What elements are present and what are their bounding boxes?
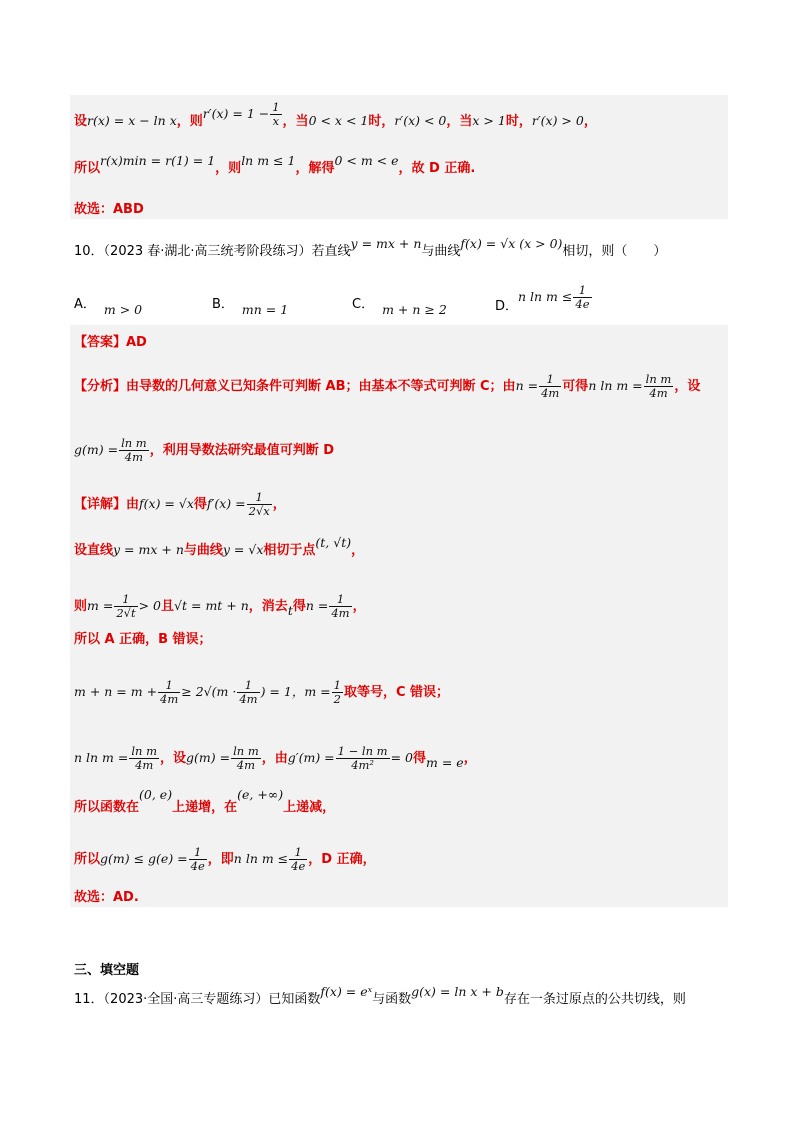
q10-stem: 10．（2023 春·湖北·高三统考阶段练习）若直线y = mx + n与曲线f(x) = √x (x > 0)相切，则（ ）	[74, 236, 667, 259]
option-b: B． mn = 1	[212, 297, 289, 317]
detail-line-4: 所以 A 正确，B 错误；	[74, 632, 212, 647]
q9-choice-line: 故选：ABD	[74, 202, 144, 217]
detail-line-7: 所以函数在(0, e)上递增，在(e, +∞)上递减，	[74, 787, 336, 815]
detail-line-1: 【详解】由f(x) = √x得f′(x) = $\frac{1}{2√x}$ ，	[74, 490, 286, 518]
detail-line-5: m + n = m + $\frac{1}{4m}$ ≥ 2√(m · $\frac{1}{4m}$ ) = 1，m = $\frac{1}{2}$ 取等号，C 错误；	[74, 678, 450, 706]
option-d: D．n ln m ≤ $\frac{1}{4e}$	[495, 283, 590, 314]
detail-line-9: 故选：AD.	[74, 890, 139, 905]
q9-line-2: 所以r(x)min = r(1) = 1，则ln m ≤ 1，解得0 < m < e，故 D 正确.	[74, 153, 476, 176]
detail-line-8: 所以g(m) ≤ g(e) = $\frac{1}{4e}$ ，即n ln m ≤ $\frac{1}{4e}$ ，D 正确，	[74, 845, 376, 873]
q11-stem: 11．（2023·全国·高三专题练习）已知函数f(x) = eˣ与函数g(x) = ln x + b存在一条过原点的公共切线，则	[74, 984, 686, 1007]
option-c: C． m + n ≥ 2	[352, 297, 447, 317]
section-heading: 三、填空题	[74, 963, 140, 978]
analysis-line-1: 【分析】由导数的几何意义已知条件可判断 AB；由基本不等式可判断 C；由n = $\frac{1}{4m}$ 可得n ln m = $\frac{\text{ln m}}{4m}$ ，设	[74, 372, 701, 400]
analysis-line-2: g(m) = $\frac{\text{ln m}}{4m}$ ，利用导数法研究最值可判断 D	[74, 436, 335, 464]
detail-line-2: 设直线y = mx + n与曲线y = √x相切于点(t, √t)，	[74, 535, 365, 558]
detail-line-3: 则m = $\frac{1}{2√t}$ > 0且√t = mt + n，消去t得n = $\frac{1}{4m}$ ，	[74, 592, 366, 620]
q9-line-1: 设r(x) = x − ln x，则r′(x) = 1 − $\frac{1}{x}$ ，当0 < x < 1时，r′(x) < 0，当x > 1时，r′(x) > 0，	[74, 100, 597, 129]
option-a: A． m > 0	[74, 297, 143, 317]
answer-line: 【答案】AD	[74, 335, 147, 350]
detail-line-6: n ln m = $\frac{\text{ln m}}{4m}$ ，设g(m) = $\frac{\text{ln m}}{4m}$ ，由g′(m) = $\frac{\text{1 − ln m}}{\text{4m²}}$ = 0得m = e，	[74, 744, 477, 772]
